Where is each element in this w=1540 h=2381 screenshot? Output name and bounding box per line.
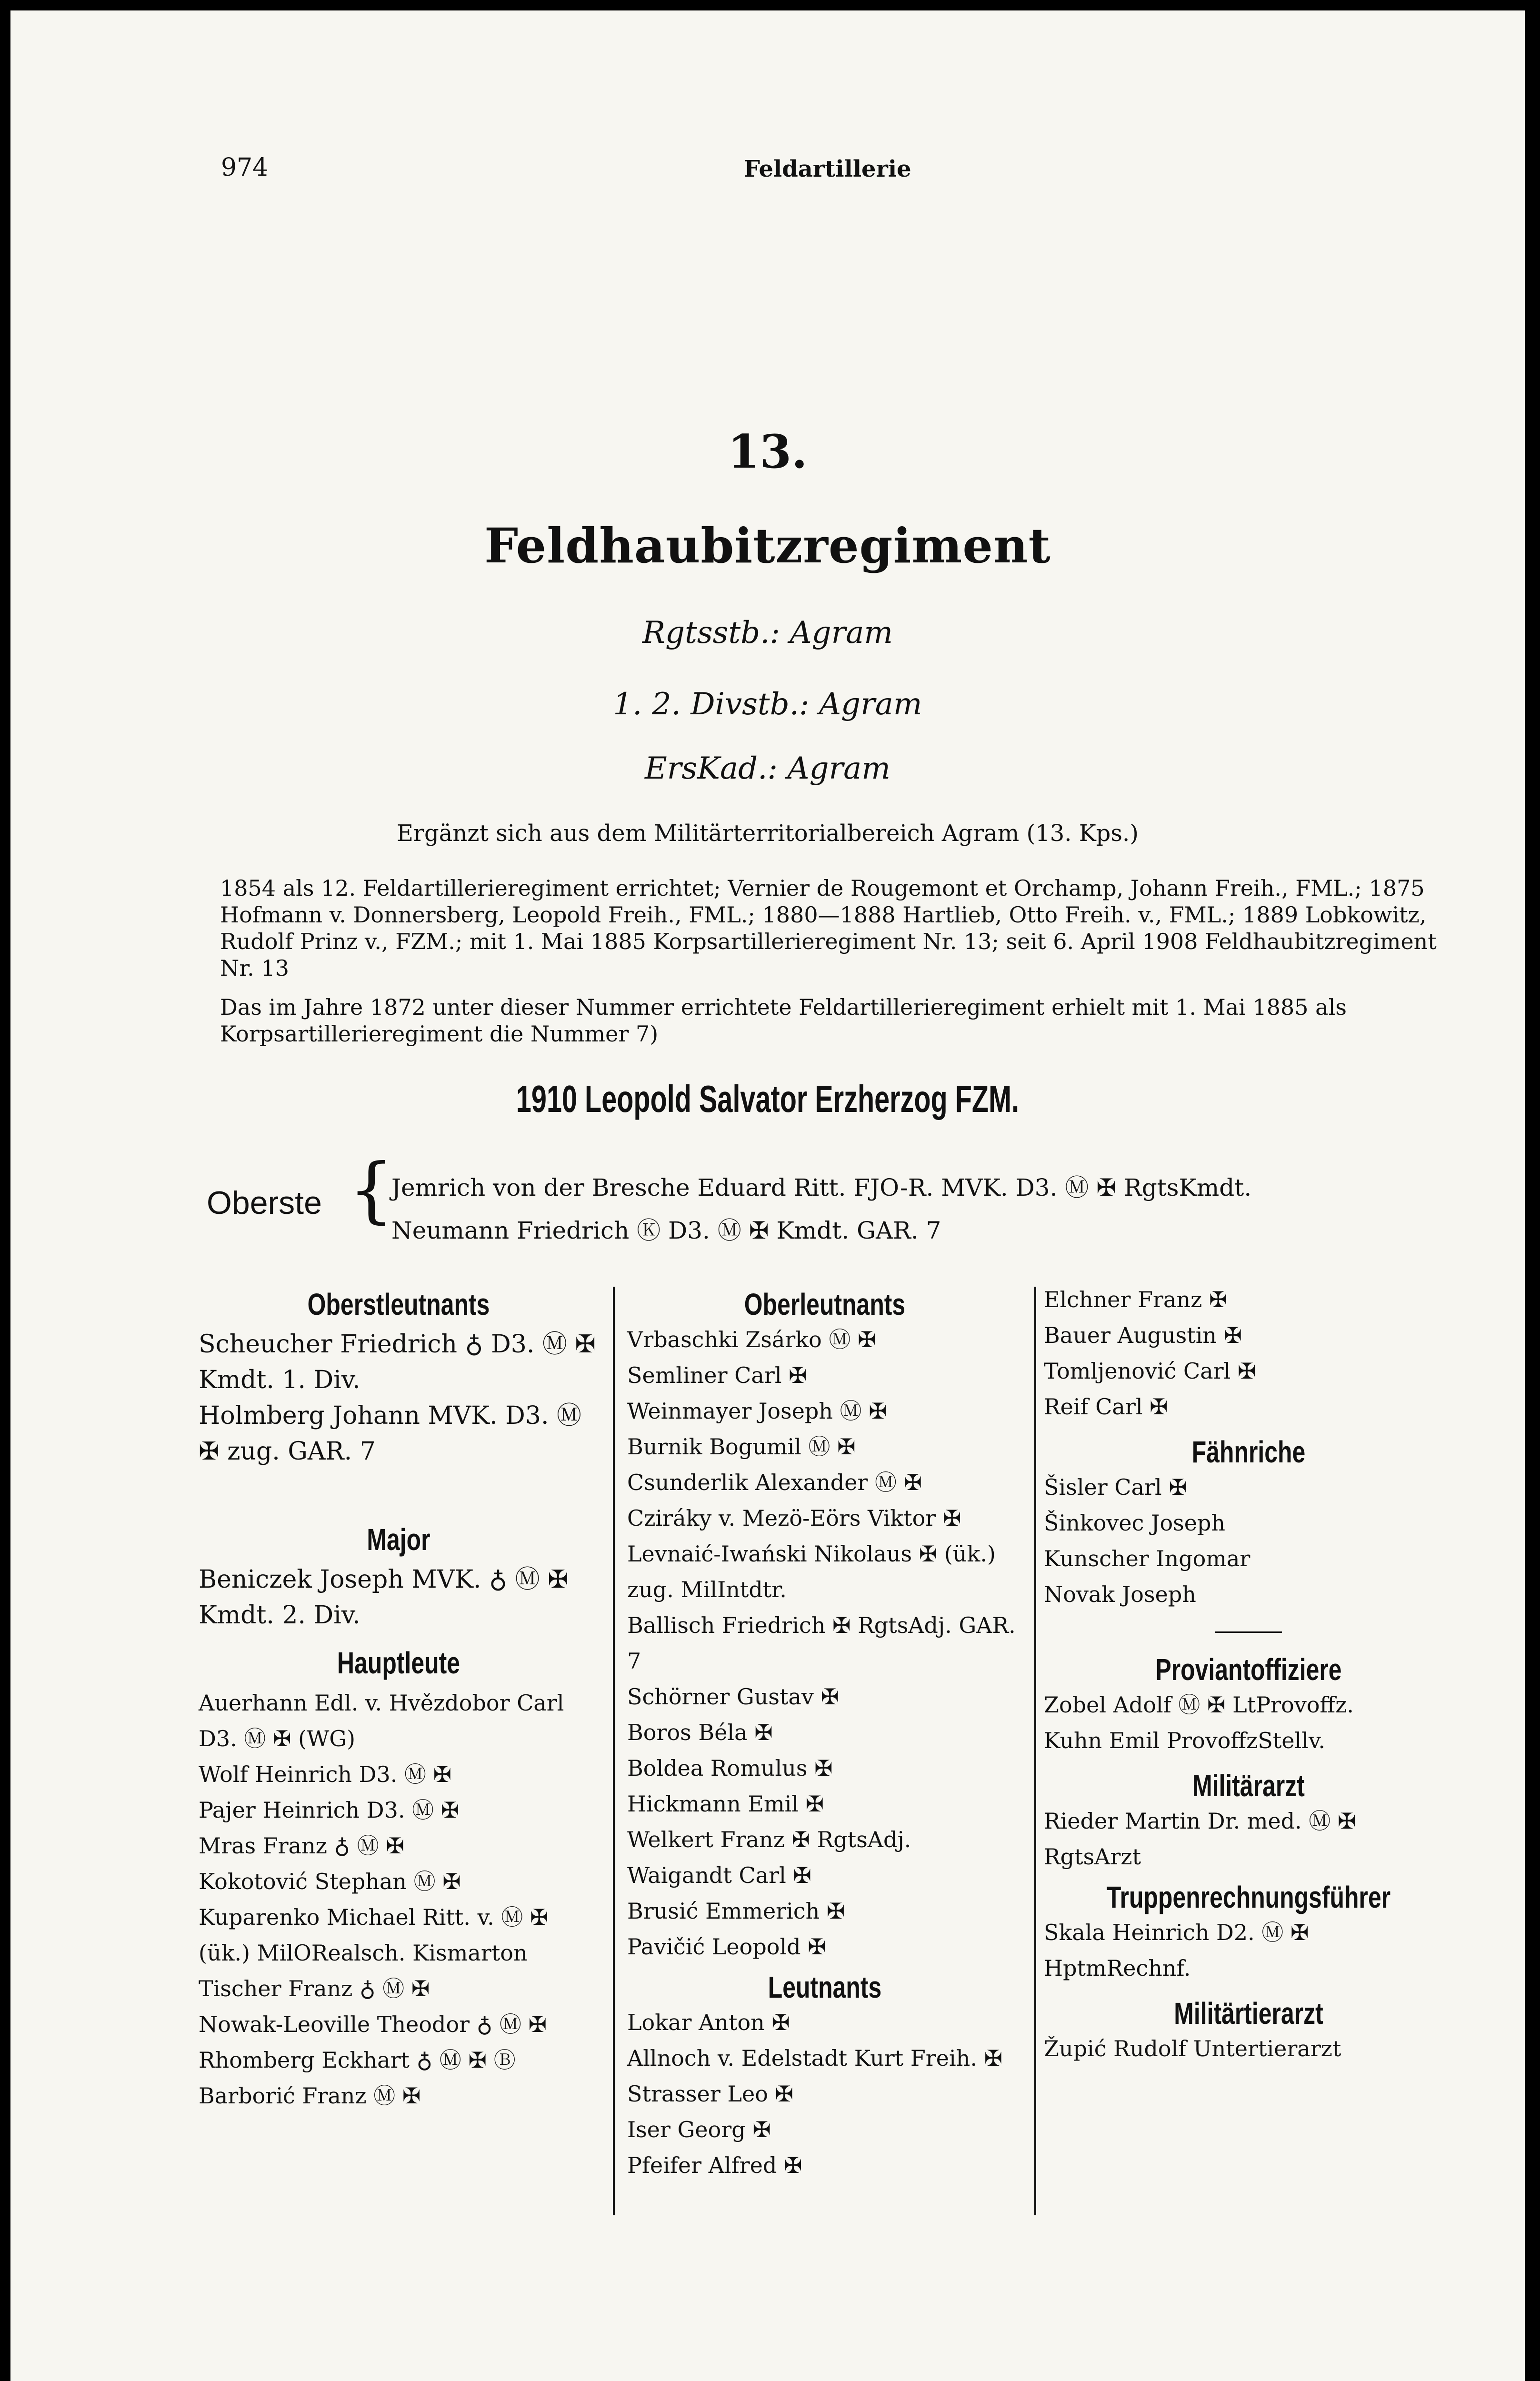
list-item: Ballisch Friedrich ✠ RgtsAdj. GAR. 7 xyxy=(627,1612,1016,1674)
heading-militaertierarzt: Militärtierarzt xyxy=(1174,1996,1323,2031)
document-page xyxy=(10,10,1525,2381)
list-item: Brusić Emmerich ✠ xyxy=(627,1898,845,1924)
list-item: Hickmann Emil ✠ xyxy=(627,1791,824,1817)
list-item: Iser Georg ✠ xyxy=(627,2117,771,2142)
list-item: Beniczek Joseph MVK. ♁ Ⓜ ✠ Kmdt. 2. Div. xyxy=(199,1565,569,1630)
list-item: Rhomberg Eckhart ♁ Ⓜ ✠ Ⓑ xyxy=(199,2047,516,2073)
list-item: Tischer Franz ♁ Ⓜ ✠ xyxy=(199,1976,430,2001)
list-item: Zobel Adolf Ⓜ ✠ LtProvoffz. xyxy=(1044,1692,1354,1718)
list-item: Burnik Bogumil Ⓜ ✠ xyxy=(627,1434,856,1460)
column-divider xyxy=(613,1287,615,2215)
list-item: Skala Heinrich D2. Ⓜ ✠ HptmRechnf. xyxy=(1044,1920,1309,1981)
oberste-label: Oberste xyxy=(207,1185,322,1221)
list-item: Lokar Anton ✠ xyxy=(627,2010,790,2035)
oberste-brace: { xyxy=(349,1149,394,1231)
list-item: Kunscher Ingomar xyxy=(1044,1546,1250,1571)
heading-faehnriche: Fähnriche xyxy=(1191,1435,1306,1469)
list-item: Weinmayer Joseph Ⓜ ✠ xyxy=(627,1398,887,1424)
list-item: Welkert Franz ✠ RgtsAdj. xyxy=(627,1827,911,1852)
list-item: Župić Rudolf Untertierarzt xyxy=(1044,2036,1341,2061)
heading-hauptleute: Hauptleute xyxy=(337,1646,460,1680)
list-item: Semliner Carl ✠ xyxy=(627,1362,807,1388)
list-item: Reif Carl ✠ xyxy=(1044,1394,1168,1420)
list-item: Tomljenović Carl ✠ xyxy=(1044,1358,1256,1384)
heading-oberstleutnants: Oberstleutnants xyxy=(307,1287,490,1321)
list-item: Pfeifer Alfred ✠ xyxy=(627,2152,802,2178)
list-item: Novak Joseph xyxy=(1044,1581,1196,1607)
list-item: Šinkovec Joseph xyxy=(1044,1510,1226,1536)
running-title: Feldartillerie xyxy=(744,156,911,182)
heading-truppenrechnungsfuehrer: Truppenrechnungsführer xyxy=(1106,1880,1391,1914)
regiment-number: 13. xyxy=(728,425,808,479)
column-3 xyxy=(1044,1277,1453,2067)
recruitment-note: Ergänzt sich aus dem Militärterritorialbereich Agram (13. Kps.) xyxy=(396,820,1139,847)
list-item: Kuparenko Michael Ritt. v. Ⓜ ✠ (ük.) MilORealsch. Kismarton xyxy=(199,1904,549,1966)
list-item: Scheucher Friedrich ♁ D3. Ⓜ ✠ Kmdt. 1. Div. xyxy=(199,1330,596,1394)
oberste-entry: Neumann Friedrich Ⓚ D3. Ⓜ ✠ Kmdt. GAR. 7 xyxy=(391,1217,941,1244)
list-item: Vrbaschki Zsárko Ⓜ ✠ xyxy=(627,1327,876,1352)
list-item: Boros Béla ✠ xyxy=(627,1720,773,1745)
column-1 xyxy=(199,1277,599,2114)
list-item: Barborić Franz Ⓜ ✠ xyxy=(199,2083,421,2109)
section-divider xyxy=(1215,1631,1282,1633)
division-staff: 1. 2. Divstb.: Agram xyxy=(613,687,922,722)
column-2 xyxy=(627,1277,1022,2183)
list-item: Pavičić Leopold ✠ xyxy=(627,1934,826,1960)
list-item: Allnoch v. Edelstadt Kurt Freih. ✠ xyxy=(627,2045,1003,2071)
list-item: Kuhn Emil ProvoffzStellv. xyxy=(1044,1728,1326,1753)
heading-oberleutnants: Oberleutnants xyxy=(744,1287,906,1321)
heading-major: Major xyxy=(367,1522,430,1557)
list-item: Rieder Martin Dr. med. Ⓜ ✠ RgtsArzt xyxy=(1044,1808,1356,1870)
list-item: Bauer Augustin ✠ xyxy=(1044,1322,1242,1348)
list-item: Pajer Heinrich D3. Ⓜ ✠ xyxy=(199,1797,460,1823)
replacement-cadre: ErsKad.: Agram xyxy=(645,751,890,786)
page-number: 974 xyxy=(221,153,269,182)
oberste-entry: Jemrich von der Bresche Eduard Ritt. FJO-R. MVK. D3. Ⓜ ✠ RgtsKmdt. xyxy=(391,1174,1252,1201)
list-item: Boldea Romulus ✠ xyxy=(627,1755,833,1781)
list-item: Schörner Gustav ✠ xyxy=(627,1684,840,1710)
list-item: Elchner Franz ✠ xyxy=(1044,1287,1228,1312)
list-item: Strasser Leo ✠ xyxy=(627,2081,794,2107)
patron-line: 1910 Leopold Salvator Erzherzog FZM. xyxy=(516,1078,1020,1120)
list-item: Auerhann Edl. v. Hvězdobor Carl D3. Ⓜ ✠ (WG) xyxy=(199,1690,564,1751)
list-item: Holmberg Johann MVK. D3. Ⓜ ✠ zug. GAR. 7 xyxy=(199,1401,582,1466)
list-item: Levnaić-Iwański Nikolaus ✠ (ük.) zug. MilIntdtr. xyxy=(627,1541,996,1602)
heading-proviantoffiziere: Proviantoffiziere xyxy=(1155,1652,1342,1687)
history-paragraph: 1854 als 12. Feldartillerieregiment errichtet; Vernier de Rougemont et Orchamp, Johann Freih., FML.; 1875 Hofmann v. Donnersberg, Leopold Freih., FML.; 1880—1888 Hartlieb, Otto Freih. v., FML.; 1889 Lobkowitz, Rudolf Prinz v., FZM.; mit 1. Mai 1885 Korpsartillerieregiment Nr. 13; seit 6. April 1908 Feldhaubitzregiment Nr. 13 xyxy=(220,875,1437,981)
list-item: Waigandt Carl ✠ xyxy=(627,1862,811,1888)
list-item: Mras Franz ♁ Ⓜ ✠ xyxy=(199,1833,404,1859)
regiment-staff: Rgtsstb.: Agram xyxy=(642,615,893,650)
list-item: Csunderlik Alexander Ⓜ ✠ xyxy=(627,1470,922,1495)
history-note: Das im Jahre 1872 unter dieser Nummer errichtete Feldartillerieregiment erhielt mit 1. Mai 1885 als Korpsartillerieregiment die Nummer 7) xyxy=(220,994,1347,1047)
list-item: Wolf Heinrich D3. Ⓜ ✠ xyxy=(199,1761,452,1787)
list-item: Nowak-Leoville Theodor ♁ Ⓜ ✠ xyxy=(199,2011,547,2037)
regiment-name: Feldhaubitzregiment xyxy=(484,518,1051,574)
list-item: Kokotović Stephan Ⓜ ✠ xyxy=(199,1869,461,1894)
column-divider xyxy=(1034,1287,1036,2215)
list-item: Šisler Carl ✠ xyxy=(1044,1474,1187,1500)
heading-militaerarzt: Militärarzt xyxy=(1192,1769,1305,1803)
heading-leutnants: Leutnants xyxy=(768,1970,882,2004)
list-item: Cziráky v. Mezö-Eörs Viktor ✠ xyxy=(627,1505,961,1531)
